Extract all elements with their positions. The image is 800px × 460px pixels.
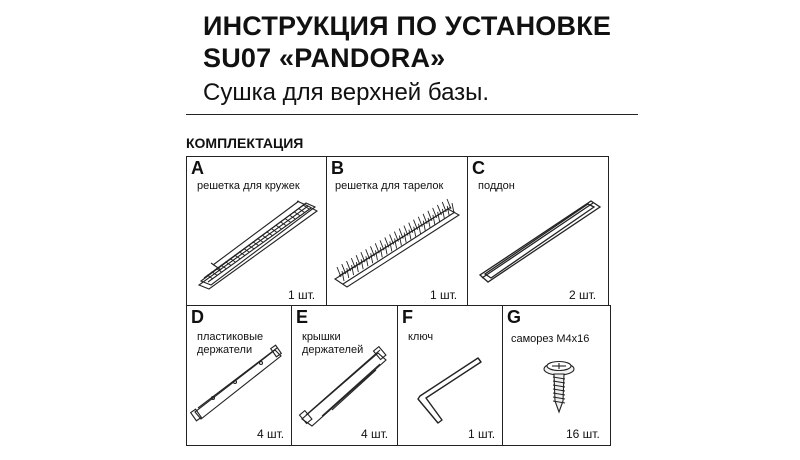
part-c-card — [467, 156, 609, 306]
part-name-line-2: держатели — [197, 344, 253, 356]
part-name: саморез M4x16 — [511, 333, 590, 345]
document-subtitle: Сушка для верхней базы. — [203, 79, 490, 106]
header-divider — [186, 114, 638, 115]
part-quantity: 16 шт. — [566, 427, 600, 441]
part-quantity: 2 шт. — [569, 288, 597, 302]
part-g-card — [502, 305, 611, 446]
part-quantity: 1 шт. — [468, 427, 496, 441]
holder-cap-illustration — [292, 306, 399, 447]
part-letter: A — [191, 158, 204, 178]
title-line-2: SU07 «PANDORA» — [203, 43, 446, 73]
document-title — [203, 10, 611, 74]
title-line-1: ИНСТРУКЦИЯ ПО УСТАНОВКЕ — [203, 11, 612, 41]
part-letter: E — [296, 307, 309, 327]
part-letter: G — [507, 307, 522, 327]
part-quantity: 1 шт. — [430, 288, 458, 302]
allen-key-illustration — [398, 306, 504, 447]
part-name-line-1: крышки — [302, 331, 341, 343]
part-letter: C — [472, 158, 485, 178]
part-name-line-1: пластиковые — [197, 331, 264, 343]
part-name: ключ — [408, 331, 434, 343]
part-quantity: 4 шт. — [257, 427, 285, 441]
part-name: решетка для тарелок — [335, 180, 444, 192]
plastic-holder-illustration — [187, 306, 293, 447]
screw-illustration — [503, 306, 612, 447]
cup-rack-illustration — [187, 157, 328, 307]
part-quantity: 1 шт. — [288, 288, 316, 302]
part-name-line-2: держателей — [302, 344, 364, 356]
part-name: поддон — [478, 180, 515, 192]
part-e-card — [291, 305, 398, 446]
part-letter: F — [402, 307, 413, 327]
plate-rack-illustration — [327, 157, 469, 307]
part-b-card — [326, 156, 468, 306]
part-letter: D — [191, 307, 204, 327]
part-d-card — [186, 305, 292, 446]
part-letter: B — [331, 158, 344, 178]
part-f-card — [397, 305, 503, 446]
part-a-card — [186, 156, 327, 306]
section-title: КОМПЛЕКТАЦИЯ — [186, 135, 304, 151]
part-quantity: 4 шт. — [361, 427, 389, 441]
part-name: решетка для кружек — [197, 180, 300, 192]
drip-tray-illustration — [468, 157, 610, 307]
